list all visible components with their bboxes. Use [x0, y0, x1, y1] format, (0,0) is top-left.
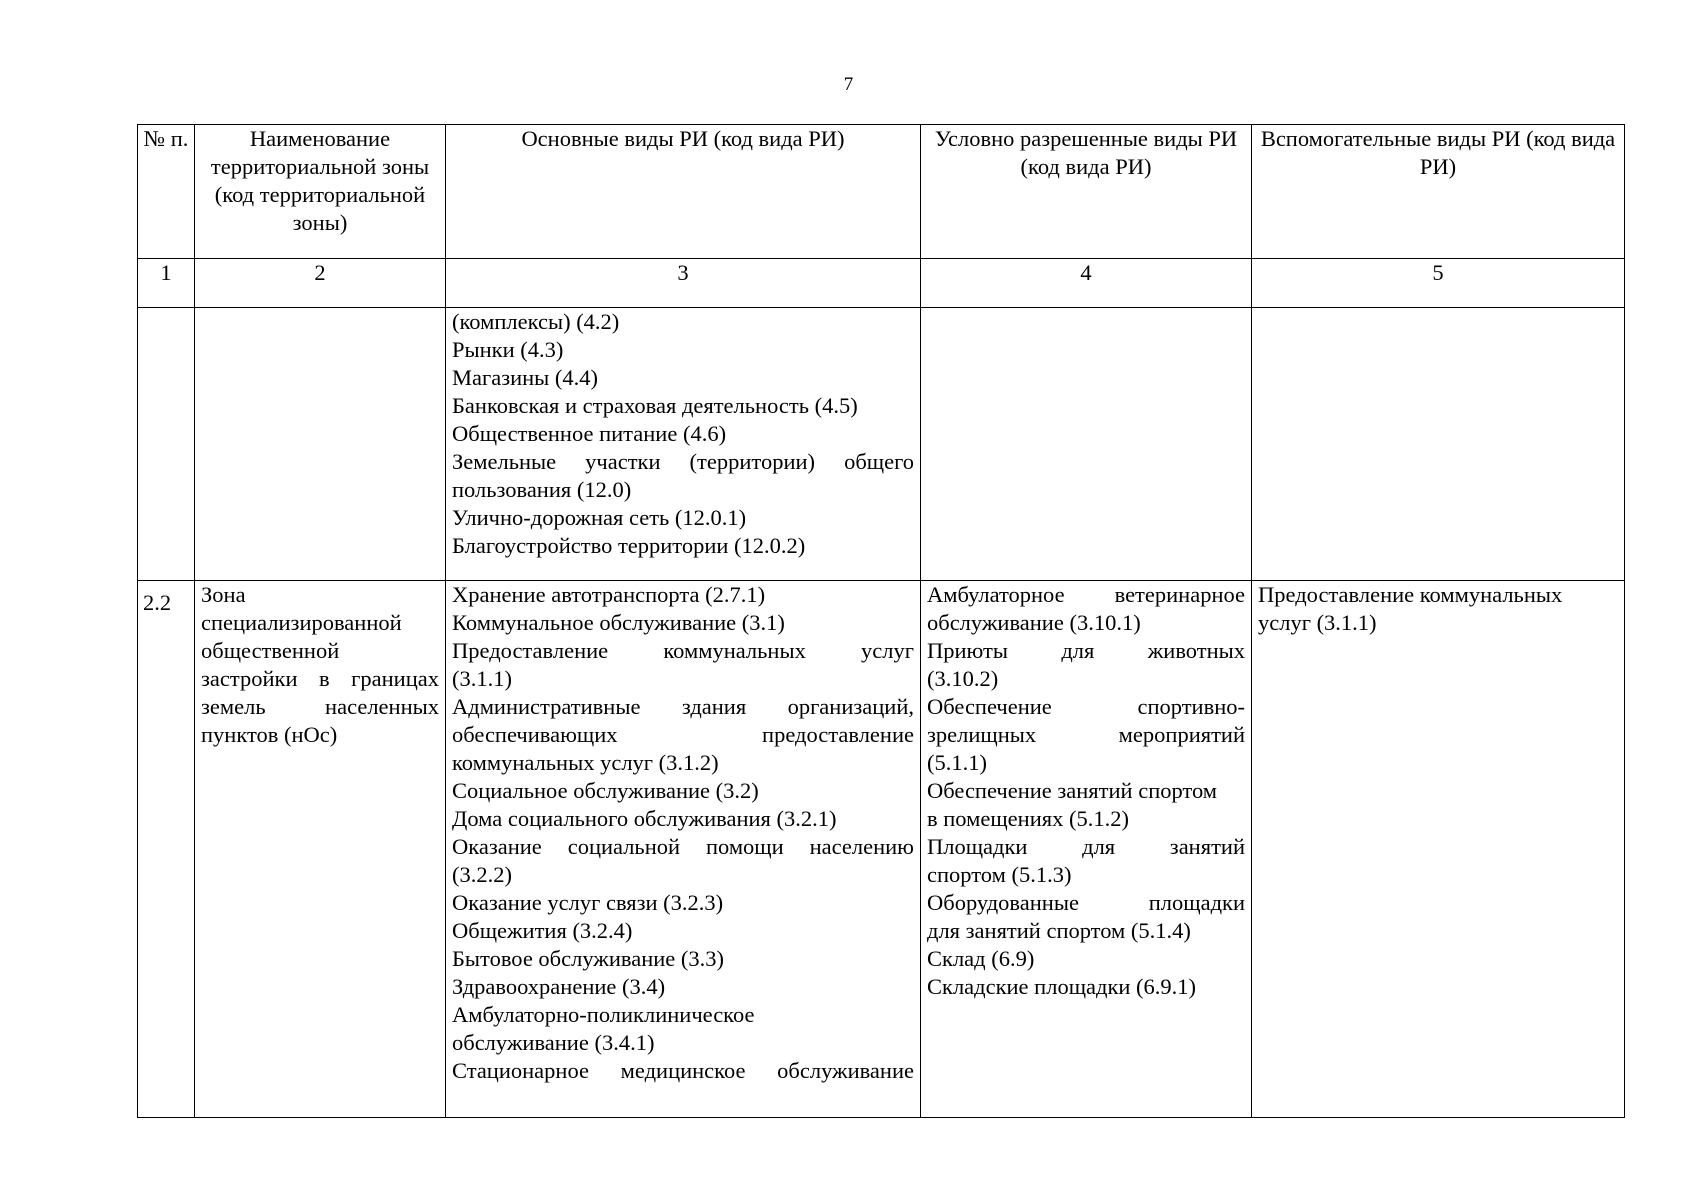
list-item: обслуживание (3.10.1): [927, 610, 1141, 635]
list-item: (5.1.1): [927, 750, 987, 775]
list-item: Земельные участки (территории) общего: [452, 449, 914, 474]
header-zone-name: Наименование территориальной зоны (код территориальной зоны): [195, 125, 446, 259]
list-item: Банковская и страховая деятельность (4.5): [452, 393, 858, 418]
list-item: Благоустройство территории (12.0.2): [452, 533, 806, 558]
header-main-types: Основные виды РИ (код вида РИ): [446, 125, 921, 259]
zones-table: [137, 124, 1625, 1118]
list-item: Административные здания организаций,: [452, 694, 914, 719]
list-item: (3.1.1): [452, 666, 512, 691]
list-item: Социальное обслуживание (3.2): [452, 778, 759, 803]
list-item: Общественное питание (4.6): [452, 421, 727, 446]
list-item: Предоставление коммунальных: [1258, 582, 1563, 607]
list-item: Бытовое обслуживание (3.3): [452, 946, 724, 971]
continued-number-cell: [138, 308, 195, 581]
list-item: услуг (3.1.1): [1258, 610, 1377, 635]
continued-auxiliary-cell: [1252, 308, 1625, 581]
list-item: Рынки (4.3): [452, 337, 564, 362]
list-item: Дома социального обслуживания (3.2.1): [452, 806, 837, 831]
list-item: пользования (12.0): [452, 477, 632, 502]
list-item: Амбулаторное ветеринарное: [927, 582, 1245, 607]
list-item: обслуживание (3.4.1): [452, 1030, 655, 1055]
header-row: [138, 125, 1625, 259]
list-item: Склад (6.9): [927, 946, 1035, 971]
zone-name-line: специализированной: [201, 610, 402, 635]
list-item: Обеспечение занятий спортом: [927, 778, 1218, 803]
zone-name-line: застройки в границах: [201, 666, 439, 691]
list-item: спортом (5.1.3): [927, 862, 1072, 887]
zone-name-line: общественной: [201, 638, 340, 663]
zone-name-cell: [195, 581, 446, 1118]
page-number: 7: [843, 74, 854, 95]
header-auxiliary-types: Вспомогательные виды РИ (код вида РИ): [1252, 125, 1625, 259]
list-item: Амбулаторно-поликлиническое: [452, 1002, 755, 1027]
zone-main-types-cell: [446, 581, 921, 1118]
continued-main-types-cell: [446, 308, 921, 581]
list-item: зрелищных мероприятий: [927, 722, 1245, 747]
column-number-row: [138, 259, 1625, 308]
list-item: Хранение автотранспорта (2.7.1): [452, 582, 766, 607]
zone-auxiliary-types-cell: [1252, 581, 1625, 1118]
list-item: (комплексы) (4.2): [452, 309, 620, 334]
header-number: № п.: [138, 125, 195, 259]
continued-row: [138, 308, 1625, 581]
list-item: Обеспечение спортивно-: [927, 694, 1245, 719]
list-item: Оборудованные площадки: [927, 890, 1245, 915]
list-item: для занятий спортом (5.1.4): [927, 918, 1191, 943]
list-item: Улично-дорожная сеть (12.0.1): [452, 505, 747, 530]
list-item: обеспечивающих предоставление: [452, 722, 914, 747]
list-item: коммунальных услуг (3.1.2): [452, 750, 719, 775]
list-item: Общежития (3.2.4): [452, 918, 633, 943]
zone-number: 2.2: [138, 581, 195, 1118]
list-item: Стационарное медицинское обслуживание: [452, 1058, 914, 1083]
list-item: Оказание социальной помощи населению: [452, 834, 914, 859]
column-number: 5: [1252, 259, 1625, 308]
continued-zone-cell: [195, 308, 446, 581]
list-item: Площадки для занятий: [927, 834, 1245, 859]
zone-row: [138, 581, 1625, 1118]
column-number: 1: [138, 259, 195, 308]
list-item: в помещениях (5.1.2): [927, 806, 1129, 831]
list-item: Приюты для животных: [927, 638, 1245, 663]
list-item: Коммунальное обслуживание (3.1): [452, 610, 785, 635]
zone-conditional-types-cell: [921, 581, 1252, 1118]
column-number: 3: [446, 259, 921, 308]
column-number: 2: [195, 259, 446, 308]
header-conditional-types: Условно разрешенные виды РИ (код вида РИ): [921, 125, 1252, 259]
column-number: 4: [921, 259, 1252, 308]
continued-conditional-cell: [921, 308, 1252, 581]
zone-name-line: пунктов (нОс): [201, 722, 338, 747]
list-item: Здравоохранение (3.4): [452, 974, 666, 999]
zone-name-line: Зона: [201, 582, 246, 607]
zone-name-line: земель населенных: [201, 694, 439, 719]
list-item: Магазины (4.4): [452, 365, 599, 390]
list-item: Оказание услуг связи (3.2.3): [452, 890, 724, 915]
list-item: Предоставление коммунальных услуг: [452, 638, 914, 663]
list-item: (3.2.2): [452, 862, 512, 887]
list-item: Складские площадки (6.9.1): [927, 974, 1197, 999]
list-item: (3.10.2): [927, 666, 999, 691]
